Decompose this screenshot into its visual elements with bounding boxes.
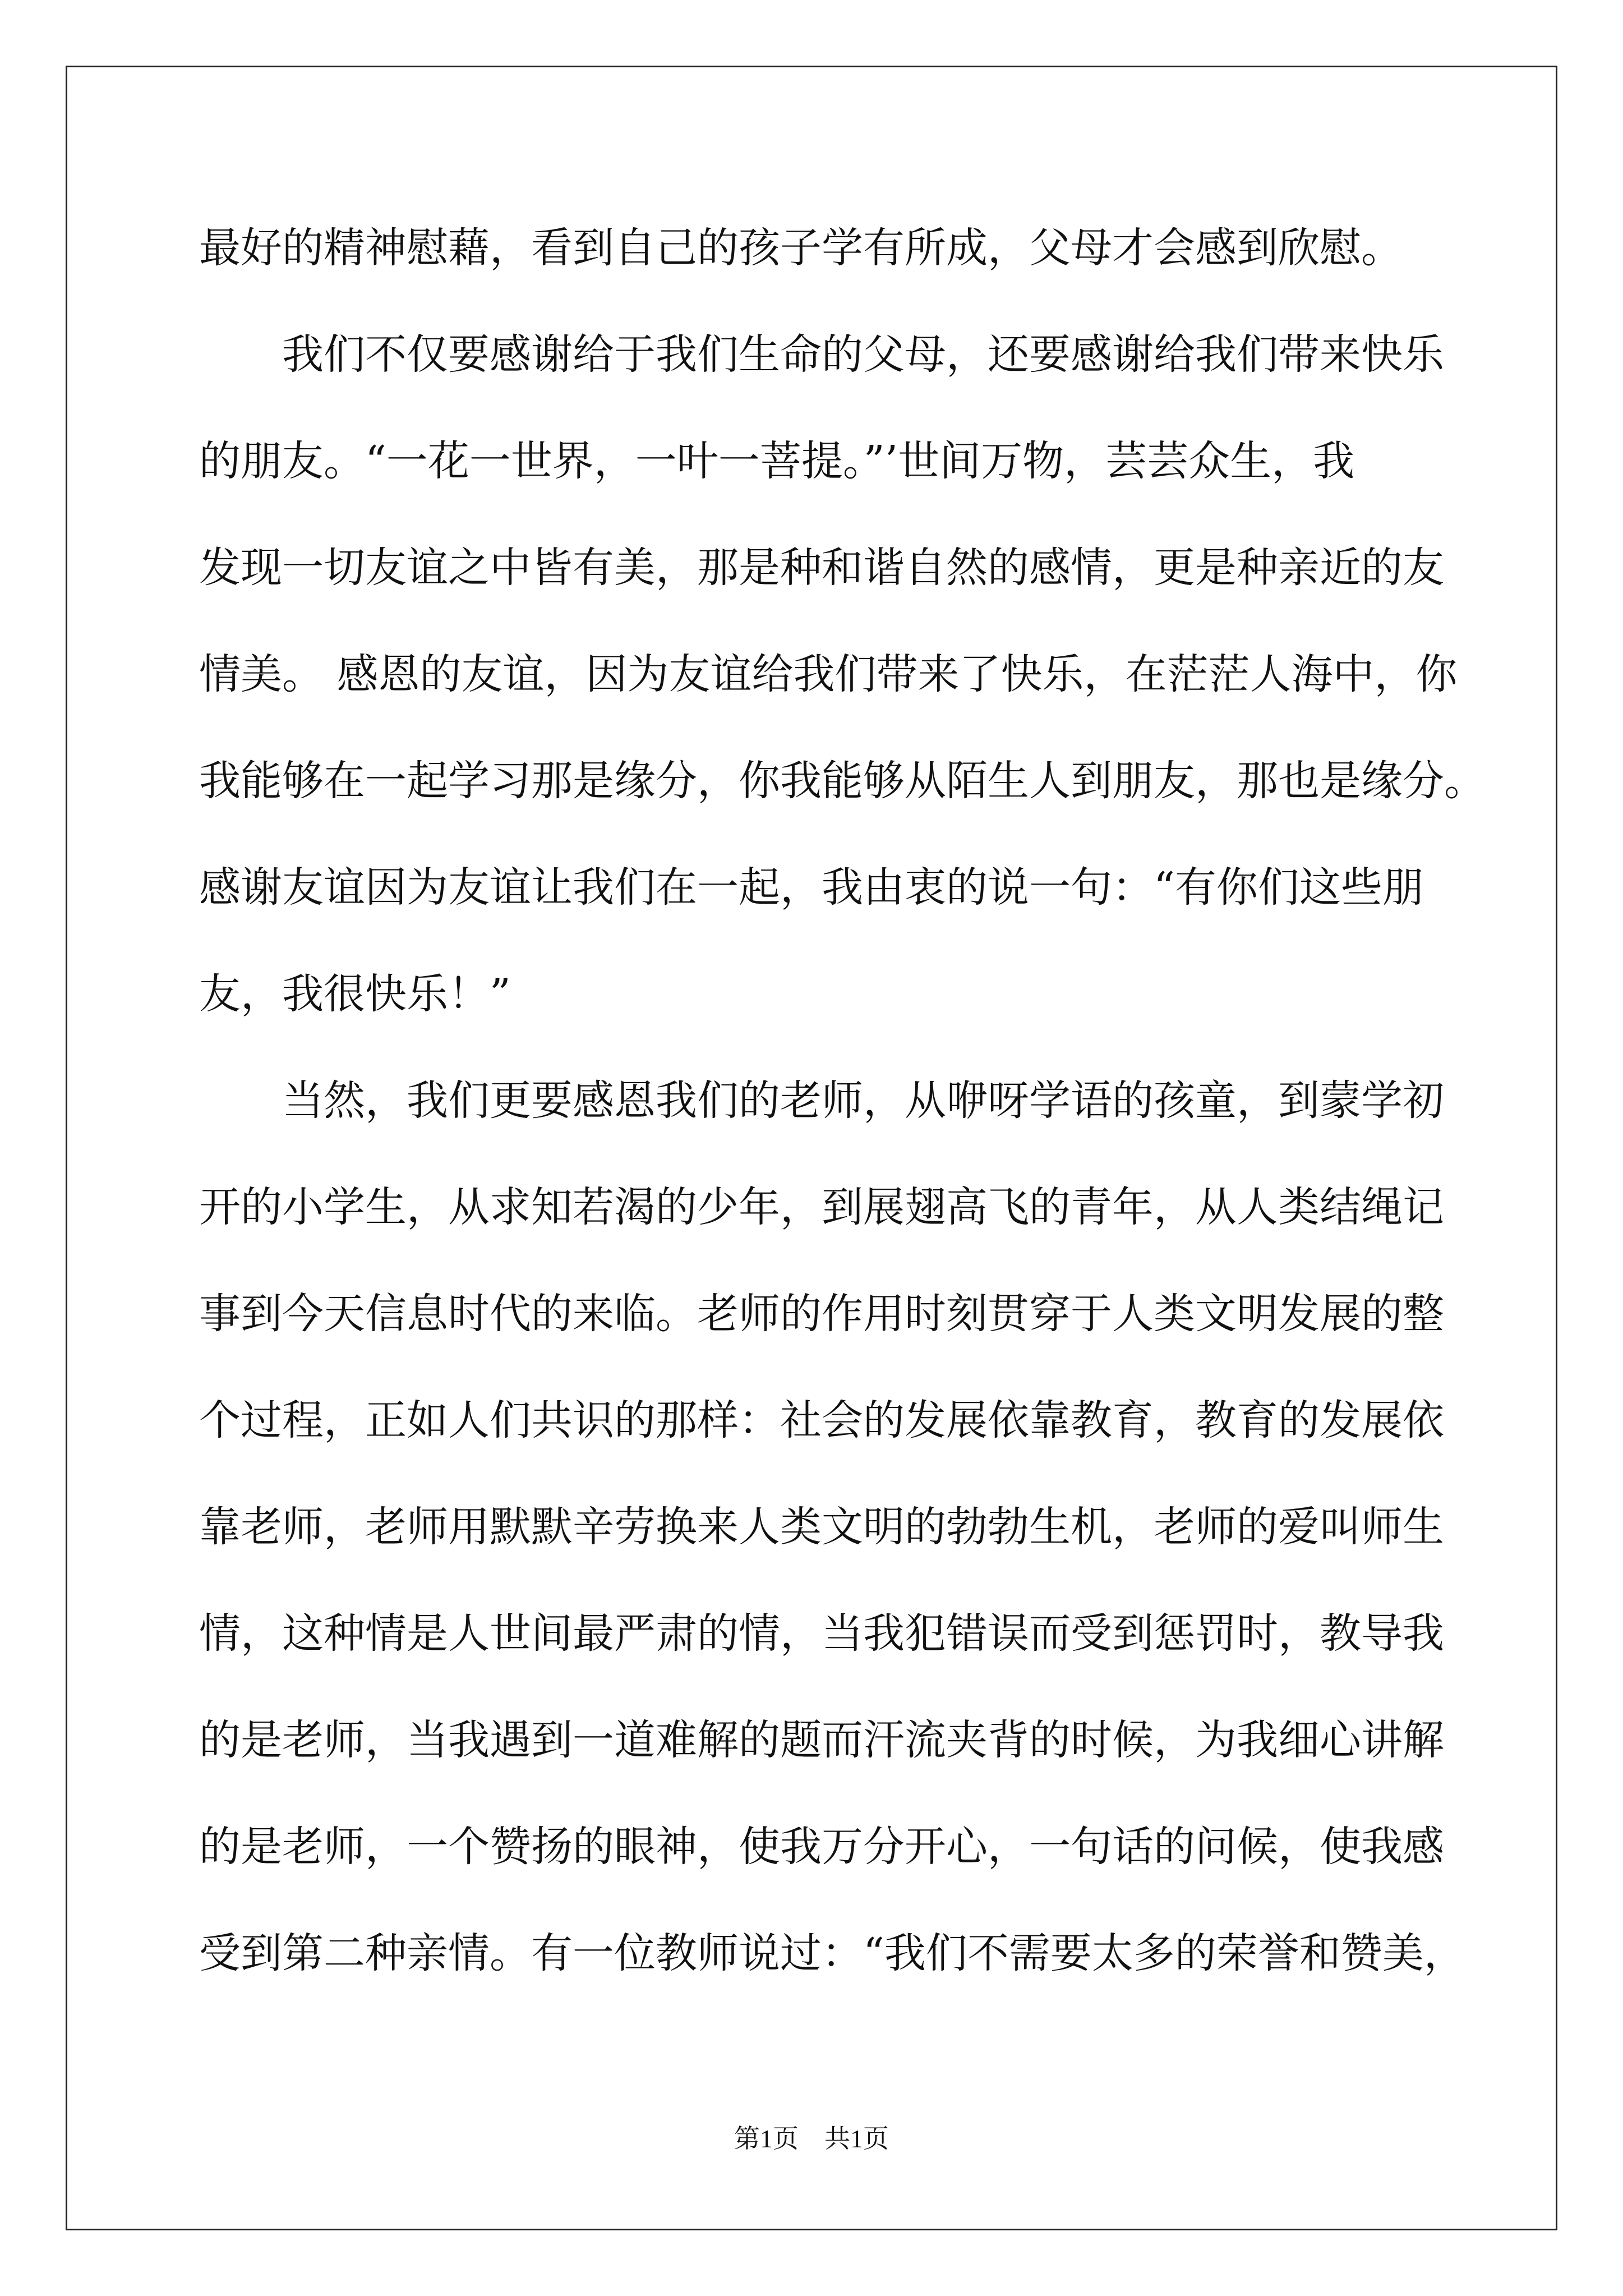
text-line: 的朋友。“一花一世界，一叶一菩提。”’世间万物，芸芸众生，我 bbox=[199, 437, 1355, 485]
text-line: 情，这种情是人世间最严肃的情，当我犯错误而受到惩罚时，教导我 bbox=[199, 1609, 1444, 1658]
text-line: 的是老师，当我遇到一道难解的题而汗流夹背的时候，为我细心讲解 bbox=[199, 1716, 1444, 1764]
text-line: 的是老师，一个赞扬的眼神，使我万分开心，一句话的问候，使我感 bbox=[199, 1823, 1444, 1871]
page-footer: 第1页 共1页 bbox=[734, 2124, 889, 2153]
text-line: 开的小学生，从求知若渴的少年，到展翅高飞的青年，从人类结绳记 bbox=[199, 1183, 1444, 1231]
text-line: 受到第二种亲情。有一位教师说过：“我们不需要太多的荣誉和赞美， bbox=[199, 1929, 1465, 1977]
text-line: 发现一切友谊之中皆有美，那是种和谐自然的感情，更是种亲近的友 bbox=[199, 544, 1444, 592]
text-line: 我们不仅要感谢给于我们生命的父母，还要感谢给我们带来快乐 bbox=[199, 330, 1444, 379]
text-line: 感谢友谊因为友谊让我们在一起，我由衷的说一句：“有你们这些朋 bbox=[199, 863, 1424, 912]
text-line: 个过程，正如人们共识的那样：社会的发展依靠教育，教育的发展依 bbox=[199, 1396, 1444, 1444]
text-line: 当然，我们更要感恩我们的老师，从咿呀学语的孩童，到蒙学初 bbox=[199, 1076, 1444, 1125]
page-border bbox=[66, 66, 1557, 2230]
text-line: 事到今天信息时代的来临。老师的作用时刻贯穿于人类文明发展的整 bbox=[199, 1290, 1444, 1338]
text-line: 友，我很快乐！” bbox=[199, 970, 511, 1018]
text-line: 我能够在一起学习那是缘分，你我能够从陌生人到朋友，那也是缘分。 bbox=[199, 757, 1486, 805]
text-line: 最好的精神慰藉，看到自己的孩子学有所成，父母才会感到欣慰。 bbox=[199, 224, 1403, 272]
text-line: 情美。 感恩的友谊，因为友谊给我们带来了快乐，在茫茫人海中，你 bbox=[199, 650, 1458, 698]
text-line: 靠老师，老师用默默辛劳换来人类文明的勃勃生机，老师的爱叫师生 bbox=[199, 1503, 1444, 1551]
